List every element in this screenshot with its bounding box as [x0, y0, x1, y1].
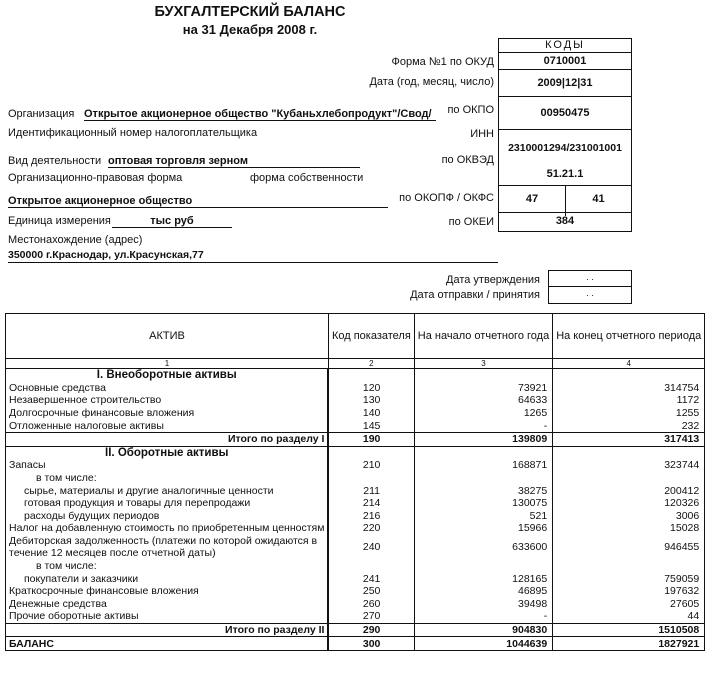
header-asset: АКТИВ [6, 314, 329, 359]
row-end-value [553, 472, 705, 485]
row-start-value: 168871 [414, 459, 552, 472]
unit-label: Единица измерения [8, 215, 111, 227]
table-row [6, 572, 705, 585]
row-name: в том числе: [6, 472, 329, 485]
row-code: 270 [328, 610, 414, 623]
table-row [6, 484, 705, 497]
table-header [6, 314, 705, 359]
table-row [6, 446, 705, 459]
row-name: Прочие оборотные активы [6, 610, 329, 623]
row-name: сырье, материалы и другие аналогичные ценности [6, 484, 329, 497]
row-name: Отложенные налоговые активы [6, 419, 329, 432]
sent-date-label: Дата отправки / принятия [410, 289, 540, 301]
table-row [6, 382, 705, 395]
column-number-1: 1 [6, 359, 329, 369]
row-end-value: 1827921 [553, 637, 705, 651]
sent-date-value: . . [586, 288, 594, 298]
table-row [6, 522, 705, 535]
legal-form-value: Открытое акционерное общество [8, 195, 388, 208]
row-name: Итого по разделу II [6, 623, 329, 637]
row-name: Итого по разделу I [6, 432, 329, 446]
dates-box [548, 270, 632, 304]
table-row [6, 369, 705, 382]
row-code: 240 [328, 535, 414, 560]
table-row [6, 497, 705, 510]
table-row [6, 535, 705, 560]
row-code: 210 [328, 459, 414, 472]
column-number-3: 3 [414, 359, 552, 369]
row-end-value: 200412 [553, 484, 705, 497]
okpo-label: по ОКПО [447, 104, 494, 116]
date-value: 2009|12|31 [499, 70, 631, 97]
column-number-2: 2 [328, 359, 414, 369]
okopf-label: по ОКОПФ / ОКФС [399, 192, 494, 204]
row-code: 214 [328, 497, 414, 510]
row-end-value: 1255 [553, 407, 705, 420]
activity-label: Вид деятельности [8, 155, 102, 167]
row-start-value: 1044639 [414, 637, 552, 651]
table-row [6, 585, 705, 598]
balance-table [5, 313, 705, 651]
table-row [6, 419, 705, 432]
row-name: Налог на добавленную стоимость по приобретенным ценностям [6, 522, 329, 535]
row-start-value: 904830 [414, 623, 552, 637]
row-start-value: - [414, 419, 552, 432]
row-name: Денежные средства [6, 598, 329, 611]
row-code [328, 446, 414, 459]
row-end-value: 3006 [553, 510, 705, 523]
row-end-value: 15028 [553, 522, 705, 535]
row-start-value: 73921 [414, 382, 552, 395]
row-code: 211 [328, 484, 414, 497]
codes-box [498, 38, 632, 232]
table-row [6, 598, 705, 611]
legal-form-label: Организационно-правовая форма [8, 172, 183, 184]
row-name: Основные средства [6, 382, 329, 395]
approval-date-value: . . [549, 271, 631, 287]
inn-full-label: Идентификационный номер налогоплательщика [8, 127, 258, 139]
row-name: II. Оборотные активы [6, 446, 329, 459]
row-name: расходы будущих периодов [6, 510, 329, 523]
document-date: на 31 Декабря 2008 г. [182, 22, 318, 37]
row-start-value: 64633 [414, 394, 552, 407]
row-code: 145 [328, 419, 414, 432]
table-row [6, 510, 705, 523]
row-start-value [414, 472, 552, 485]
row-name: Долгосрочные финансовые вложения [6, 407, 329, 420]
address-value: 350000 г.Краснодар, ул.Красунская,77 [8, 249, 204, 261]
okved-value: 51.21.1 [546, 168, 584, 180]
unit-value: тыс руб [112, 215, 232, 228]
address-label: Местонахождение (адрес) [8, 234, 143, 246]
okfs-value: 41 [592, 193, 605, 205]
row-end-value: 946455 [553, 535, 705, 560]
row-name: Запасы [6, 459, 329, 472]
row-start-value [414, 560, 552, 573]
row-end-value [553, 560, 705, 573]
table-row [6, 472, 705, 485]
row-code: 120 [328, 382, 414, 395]
row-end-value: 1172 [553, 394, 705, 407]
row-code: 190 [328, 432, 414, 446]
row-end-value: 120326 [553, 497, 705, 510]
row-code: 290 [328, 623, 414, 637]
codes-heading: КОДЫ [499, 39, 631, 53]
row-end-value: 197632 [553, 585, 705, 598]
row-code: 216 [328, 510, 414, 523]
row-name: I. Внеоборотные активы [6, 369, 329, 382]
table-row [6, 394, 705, 407]
okopf-value: 47 [499, 186, 566, 216]
row-end-value: 314754 [553, 382, 705, 395]
okud-value: 0710001 [499, 53, 631, 70]
org-value: Открытое акционерное общество "Кубаньхлебопродукт"/Свод/ [84, 108, 436, 121]
column-number-4: 4 [553, 359, 705, 369]
approval-date-label: Дата утверждения [446, 274, 540, 286]
row-code [328, 560, 414, 573]
row-start-value: 128165 [414, 572, 552, 585]
row-code [328, 472, 414, 485]
row-end-value: 759059 [553, 572, 705, 585]
row-start-value: 38275 [414, 484, 552, 497]
row-code: 130 [328, 394, 414, 407]
table-row [6, 637, 705, 651]
row-start-value: 15966 [414, 522, 552, 535]
row-end-value: 317413 [553, 432, 705, 446]
row-end-value: 1510508 [553, 623, 705, 637]
ownership-label: форма собственности [250, 172, 364, 184]
okved-label: по ОКВЭД [441, 154, 494, 166]
table-row [6, 560, 705, 573]
row-name: БАЛАНС [6, 637, 329, 651]
row-start-value: 39498 [414, 598, 552, 611]
okpo-value: 00950475 [499, 97, 631, 130]
row-start-value: 130075 [414, 497, 552, 510]
row-start-value: 46895 [414, 585, 552, 598]
okei-label: по ОКЕИ [448, 216, 494, 228]
row-name: готовая продукция и товары для перепродажи [6, 497, 329, 510]
org-label: Организация [8, 108, 75, 120]
inn-code-label: ИНН [470, 128, 494, 140]
table-row [6, 459, 705, 472]
row-end-value: 27605 [553, 598, 705, 611]
row-code: 140 [328, 407, 414, 420]
row-code: 220 [328, 522, 414, 535]
row-code: 300 [328, 637, 414, 651]
row-start-value: 633600 [414, 535, 552, 560]
row-start-value: - [414, 610, 552, 623]
date-label: Дата (год, месяц, число) [369, 76, 494, 88]
table-row [6, 432, 705, 446]
inn-value: 2310001294/231001001 [499, 130, 631, 186]
row-name: покупатели и заказчики [6, 572, 329, 585]
column-numbers [6, 359, 705, 369]
row-start-value: 139809 [414, 432, 552, 446]
row-code: 241 [328, 572, 414, 585]
row-end-value [553, 369, 705, 382]
table-row [6, 610, 705, 623]
row-end-value: 232 [553, 419, 705, 432]
table-row [6, 623, 705, 637]
okud-label: Форма №1 по ОКУД [391, 56, 494, 68]
row-end-value: 323744 [553, 459, 705, 472]
row-name: Незавершенное строительство [6, 394, 329, 407]
row-code: 250 [328, 585, 414, 598]
row-end-value [553, 446, 705, 459]
activity-value: оптовая торговля зерном [108, 155, 360, 168]
header-end: На конец отчетного периода [553, 314, 705, 359]
row-start-value [414, 446, 552, 459]
okei-value: 384 [555, 215, 575, 227]
row-start-value: 1265 [414, 407, 552, 420]
row-code [328, 369, 414, 382]
table-row [6, 407, 705, 420]
header-start: На начало отчетного года [414, 314, 552, 359]
row-name: Дебиторская задолженность (платежи по которой ожидаются в течение 12 месяцев после отчетной даты) [6, 535, 329, 560]
row-start-value [414, 369, 552, 382]
header-code: Код показателя [328, 314, 414, 359]
row-start-value: 521 [414, 510, 552, 523]
row-name: Краткосрочные финансовые вложения [6, 585, 329, 598]
row-end-value: 44 [553, 610, 705, 623]
row-name: в том числе: [6, 560, 329, 573]
document-title: БУХГАЛТЕРСКИЙ БАЛАНС [154, 4, 346, 20]
row-code: 260 [328, 598, 414, 611]
